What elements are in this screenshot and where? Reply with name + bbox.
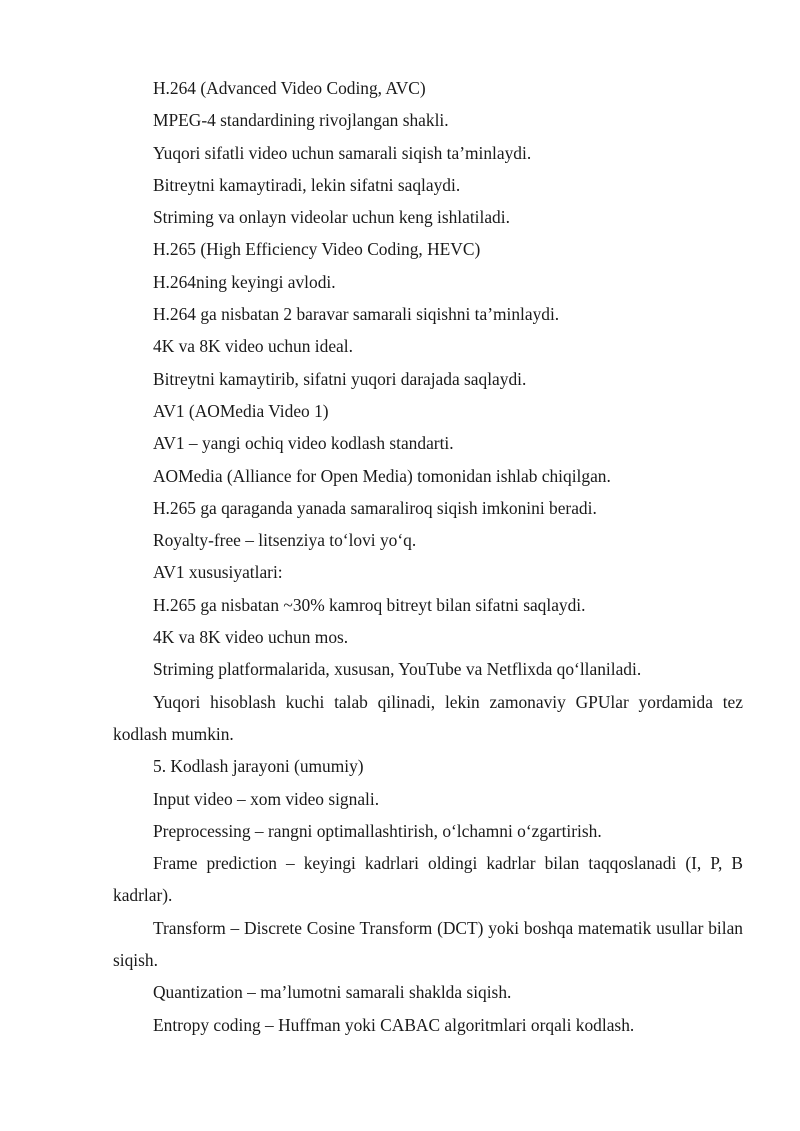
paragraph: H.264 (Advanced Video Coding, AVC) — [153, 78, 426, 98]
paragraph: H.264 ga nisbatan 2 baravar samarali siqishni ta’minlaydi. — [153, 304, 560, 325]
section-heading: 5. Kodlash jarayoni (umumiy) — [153, 756, 364, 777]
paragraph: Preprocessing – rangni optimallashtirish, o‘lchamni o‘zgartirish. — [153, 820, 602, 841]
paragraph: 4K va 8K video uchun mos. — [153, 627, 349, 648]
paragraph: Bitreytni kamaytiradi, lekin sifatni saqlaydi. — [153, 174, 461, 195]
paragraph: Quantization – ma’lumotni samarali shaklda siqish. — [153, 982, 512, 1003]
paragraph: H.265 ga qaraganda yanada samaraliroq siqish imkonini beradi. — [153, 497, 597, 518]
paragraph: H.265 ga nisbatan ~30% kamroq bitreyt bilan sifatni saqlaydi. — [153, 594, 586, 615]
paragraph: Bitreytni kamaytirib, sifatni yuqori darajada saqlaydi. — [153, 368, 527, 389]
paragraph: Input video – xom video signali. — [153, 788, 380, 809]
paragraph: AV1 (AOMedia Video 1) — [153, 400, 329, 421]
paragraph: AV1 – yangi ochiq video kodlash standarti. — [153, 433, 454, 454]
paragraph: Royalty-free – litsenziya to‘lovi yo‘q. — [153, 530, 417, 551]
paragraph: H.264ning keyingi avlodi. — [153, 271, 336, 292]
paragraph: AV1 xususiyatlari: — [153, 562, 283, 583]
paragraph: MPEG-4 standardining rivojlangan shakli. — [153, 110, 449, 131]
paragraph: Frame prediction – keyingi kadrlari oldingi kadrlar bilan taqqoslanadi (I, P, B kadrlar). — [113, 853, 743, 906]
paragraph: Yuqori sifatli video uchun samarali siqish ta’minlaydi. — [153, 142, 532, 163]
paragraph: Striming va onlayn videolar uchun keng ishlatiladi. — [153, 207, 510, 228]
paragraph: Striming platformalarida, xususan, YouTube va Netflixda qo‘llaniladi. — [153, 659, 642, 680]
document-body — [113, 72, 743, 1041]
paragraph: H.265 (High Efficiency Video Coding, HEVC) — [153, 239, 481, 260]
paragraph: AOMedia (Alliance for Open Media) tomonidan ishlab chiqilgan. — [153, 465, 611, 486]
paragraph: Transform – Discrete Cosine Transform (DCT) yoki boshqa matematik usullar bilan siqish. — [113, 917, 743, 971]
paragraph: 4K va 8K video uchun ideal. — [153, 336, 353, 357]
paragraph: Yuqori hisoblash kuchi talab qilinadi, lekin zamonaviy GPUlar yordamida tez kodlash mumkin. — [113, 691, 743, 744]
paragraph: Entropy coding – Huffman yoki CABAC algoritmlari orqali kodlash. — [153, 1014, 635, 1035]
